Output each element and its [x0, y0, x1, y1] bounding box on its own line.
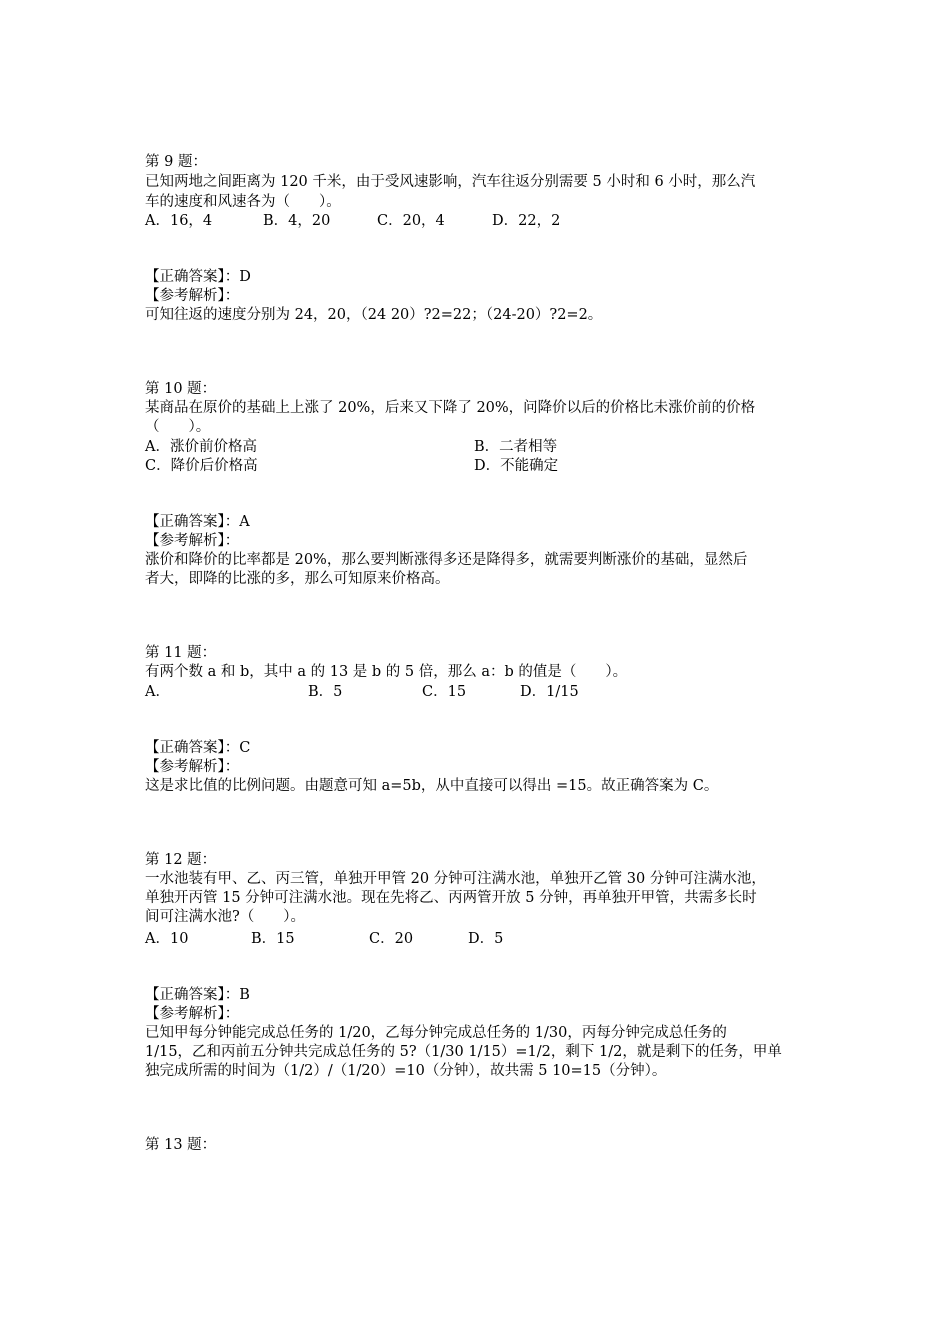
question-10-answer: 【正确答案】：A: [145, 514, 250, 530]
question-10-analysis-line-2: 者大，即降的比涨的多，那么可知原来价格高。: [145, 571, 450, 587]
question-10-option-b: B．二者相等: [474, 439, 558, 455]
question-10-analysis-label: 【参考解析】：: [145, 533, 240, 549]
question-11-analysis-line-1: 这是求比值的比例问题。由题意可知 a=5b，从中直接可以得出 =15。故正确答案为 C。: [145, 778, 719, 794]
question-11-analysis-label: 【参考解析】：: [145, 759, 240, 775]
question-12-analysis-line-3: 独完成所需的时间为（1/2）/（1/20）=10（分钟），故共需 5 10=15（分钟）。: [145, 1063, 667, 1079]
question-11-option-a: A．: [145, 684, 170, 700]
question-11-option-c: C．15: [422, 684, 467, 700]
question-12-stem-line-2: 单独开丙管 15 分钟可注满水池。现在先将乙、丙两管开放 5 分钟，再单独开甲管，共需多长时: [145, 890, 757, 906]
question-12-answer: 【正确答案】：B: [145, 987, 250, 1003]
question-9-analysis-line-1: 可知往返的速度分别为 24，20，（24 20）?2=22；（24-20）?2=2。: [145, 307, 603, 323]
question-9-option-c: C．20，4: [377, 213, 445, 229]
question-12-option-b: B．15: [251, 931, 295, 947]
question-12-analysis-label: 【参考解析】：: [145, 1006, 240, 1022]
question-10-analysis-line-1: 涨价和降价的比率都是 20%，那么要判断涨得多还是降得多，就需要判断涨价的基础，显然后: [145, 552, 748, 568]
question-9-analysis-label: 【参考解析】：: [145, 288, 240, 304]
question-12-number: 第 12 题：: [145, 852, 217, 868]
question-12-option-c: C．20: [369, 931, 414, 947]
question-12-option-d: D．5: [468, 931, 504, 947]
question-11-answer: 【正确答案】：C: [145, 740, 251, 756]
question-11-stem-line-1: 有两个数 a 和 b，其中 a 的 13 是 b 的 5 倍，那么 a：b 的值是（ ）。: [145, 664, 628, 680]
question-12-stem-line-1: 一水池装有甲、乙、丙三管，单独开甲管 20 分钟可注满水池，单独开乙管 30 分钟可注满水池，: [145, 871, 766, 887]
question-10-number: 第 10 题：: [145, 381, 217, 397]
question-9-stem-line-2: 车的速度和风速各为（ ）。: [145, 194, 341, 210]
question-11-number: 第 11 题：: [145, 645, 217, 661]
question-9-number: 第 9 题：: [145, 154, 207, 170]
question-13-number: 第 13 题：: [145, 1137, 217, 1153]
question-9-option-b: B．4，20: [263, 213, 331, 229]
question-9-stem-line-1: 已知两地之间距离为 120 千米，由于受风速影响，汽车往返分别需要 5 小时和 6 小时，那么汽: [145, 174, 756, 190]
question-11-option-d: D．1/15: [520, 684, 579, 700]
question-9-option-a: A．16，4: [145, 213, 213, 229]
question-12-stem-line-3: 间可注满水池?（ ）。: [145, 909, 306, 925]
question-12-analysis-line-2: 1/15，乙和丙前五分钟共完成总任务的 5?（1/30 1/15）=1/2，剩下 1/2，就是剩下的任务，甲单: [145, 1044, 782, 1060]
question-10-option-d: D．不能确定: [474, 458, 559, 474]
question-9-answer: 【正确答案】：D: [145, 269, 251, 285]
question-10-option-c: C．降价后价格高: [145, 458, 258, 474]
question-9-option-d: D．22，2: [492, 213, 561, 229]
question-12-option-a: A．10: [145, 931, 189, 947]
question-10-stem-line-2: （ ）。: [145, 419, 211, 435]
question-12-analysis-line-1: 已知甲每分钟能完成总任务的 1/20，乙每分钟完成总任务的 1/30，丙每分钟完成总任务的: [145, 1025, 727, 1041]
question-10-stem-line-1: 某商品在原价的基础上上涨了 20%，后来又下降了 20%，问降价以后的价格比未涨价前的价格: [145, 400, 756, 416]
question-11-option-b: B．5: [308, 684, 343, 700]
question-10-option-a: A．涨价前价格高: [145, 439, 257, 455]
